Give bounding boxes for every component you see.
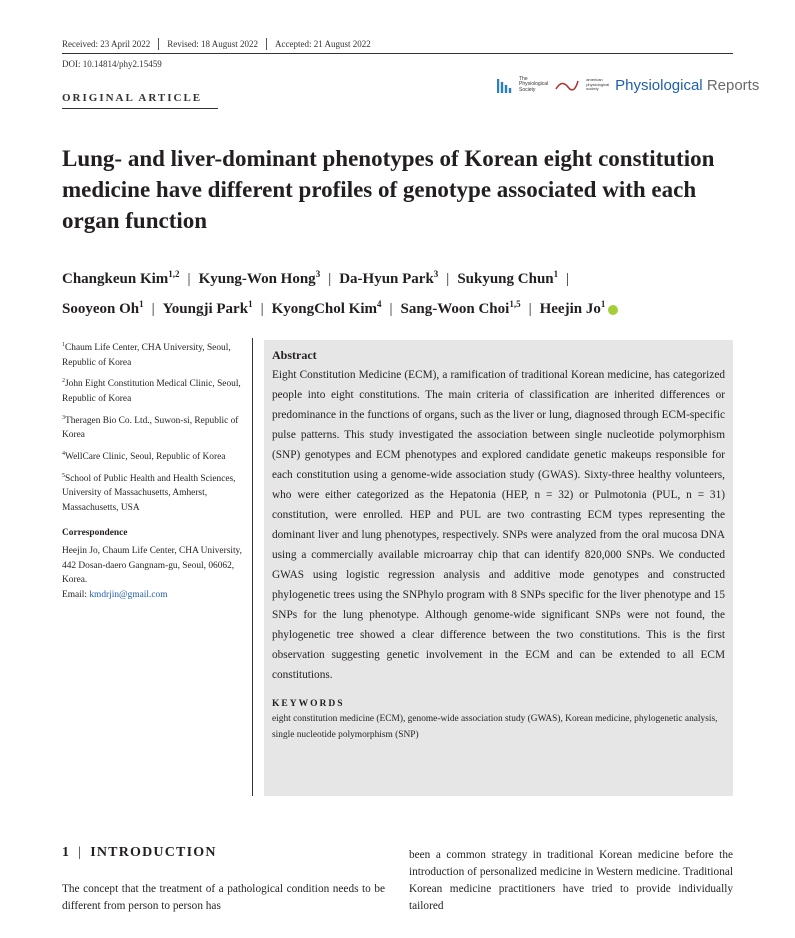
affiliation: $^1$Chaum Life Center, CHA University, Seoul, Republic of Korea: [62, 342, 231, 368]
author[interactable]: Sukyung Chun$^1$: [457, 269, 559, 287]
correspondence-heading: Correspondence: [62, 527, 128, 538]
article-title: Lung- and liver-dominant phenotypes of Korean eight constitution medicine have different profiles of genotype associated with each organ function: [62, 146, 715, 233]
abstract-text: Eight Constitution Medicine (ECM), a ramification of traditional Korean medicine, has categorized people into eight constitutions. The main criteria of classification are inherited differences or predominance in the functions of organs, such as the liver or lung, diagnosed through ECM-specific pulse patterns. This study investigated the association between single nucleotide polymorphism (SNP) genotypes and ECM phenotypes and explored candidate genetic makeups responsible for each constitution using a genome-wide association study (GWAS). Sixty-three healthy volunteers, who were either categorized as the Hepatonia (HEP, n = 32) or Pulmotonia (PUL, n = 31) constitution, were enrolled. HEP and PUL are two contrasting ECM types representing the dominant liver and lung phenotypes, respectively. SNPs were analyzed from the oral mucosa DNA using a commercially available microarray chip that can identify 820,000 SNPs. We conducted GWAS using logistic regression analysis and additive mode genotypes and constructed phylogenetic trees using the SNPhylo program with 8 SNPs specific for the liver phenotype and 15 SNPs for the lung phenotype. Although genome-wide significant SNPs were not found, the phylogenetic tree showed a clear difference between the two constitutions. This is the first observation suggesting genetic involvement in the ECM and can be extended to all ECM constitutions.: [272, 369, 725, 681]
physiological-society-icon: [497, 76, 513, 94]
body-text-col1: The concept that the treatment of a pathological condition needs to be different from person to person has: [62, 883, 385, 912]
journal-name: Physiological Reports: [615, 76, 760, 94]
author[interactable]: Sooyeon Oh$^1$: [62, 299, 144, 317]
abstract-heading: Abstract: [272, 348, 317, 362]
keywords-heading: KEYWORDS: [272, 699, 345, 709]
affiliation: $^3$Theragen Bio Co. Ltd., Suwon-si, Republic of Korea: [62, 414, 239, 441]
author[interactable]: KyongChol Kim$^4$: [271, 299, 382, 317]
affiliation: $^4$WellCare Clinic, Seoul, Republic of Korea: [62, 450, 226, 463]
journal-logo[interactable]: [497, 76, 759, 94]
affiliation: $^2$John Eight Constitution Medical Clinic, Seoul, Republic of Korea: [62, 378, 241, 405]
author-list: Changkeun Kim$^{1,2}$ | Kyung-Won Hong$^3$ | Da-Hyun Park$^3$ | Sukyung Chun$^1$ | Sooyeon Oh$^1$ | Youngji Park$^1$ | KyongChol Kim$^4$ | Sang-Woon Choi$^{1,5}$ | Heejin Jo$^1$: [62, 262, 752, 322]
header-rule: [62, 53, 733, 54]
author[interactable]: Heejin Jo$^1$: [539, 299, 606, 317]
article-dates: [62, 38, 379, 50]
author[interactable]: Sang-Woon Choi$^{1,5}$: [400, 299, 521, 317]
section-heading: 1 | INTRODUCTION: [62, 845, 217, 860]
revised-date: Revised: 18 August 2022: [167, 39, 258, 49]
accepted-date: Accepted: 21 August 2022: [275, 39, 371, 49]
author[interactable]: Changkeun Kim$^{1,2}$: [62, 269, 180, 287]
affiliations: [62, 338, 242, 607]
body-text-col2: been a common strategy in traditional Korean medicine before the introduction of personalized medicine in Western medicine. Traditional Korean medicine practitioners have tried to provide individually tailored: [409, 849, 733, 912]
article-type-underline: [62, 108, 218, 109]
received-date: Received: 23 April 2022: [62, 39, 151, 49]
abstract-box: [264, 340, 733, 796]
keywords-text: eight constitution medicine (ECM), genome-wide association study (GWAS), Korean medicine, phylogenetic analysis, single nucleotide polymorphism (SNP): [272, 714, 718, 740]
article-type: ORIGINAL ARTICLE: [62, 92, 203, 104]
orcid-icon[interactable]: [608, 305, 618, 315]
author[interactable]: Youngji Park$^1$: [162, 299, 253, 317]
aps-society-icon: [554, 77, 580, 93]
column-divider: [252, 338, 253, 796]
society-name-2: american physiological society: [586, 77, 610, 92]
author[interactable]: Da-Hyun Park$^3$: [339, 269, 439, 287]
society-name-1: The Physiological Society: [519, 75, 549, 93]
doi[interactable]: DOI: 10.14814/phy2.15459: [62, 59, 162, 69]
author[interactable]: Kyung-Won Hong$^3$: [198, 269, 321, 287]
affiliation: $^5$School of Public Health and Health Sciences, University of Massachusetts, Amherst, Massachusetts, USA: [62, 472, 236, 513]
correspondence-text: Heejin Jo, Chaum Life Center, CHA University, 442 Dosan-daero Gangnam-gu, Seoul, 06062, Korea. Email: kmdrjin@gmail.com: [62, 546, 242, 600]
email-link[interactable]: kmdrjin@gmail.com: [89, 589, 168, 600]
